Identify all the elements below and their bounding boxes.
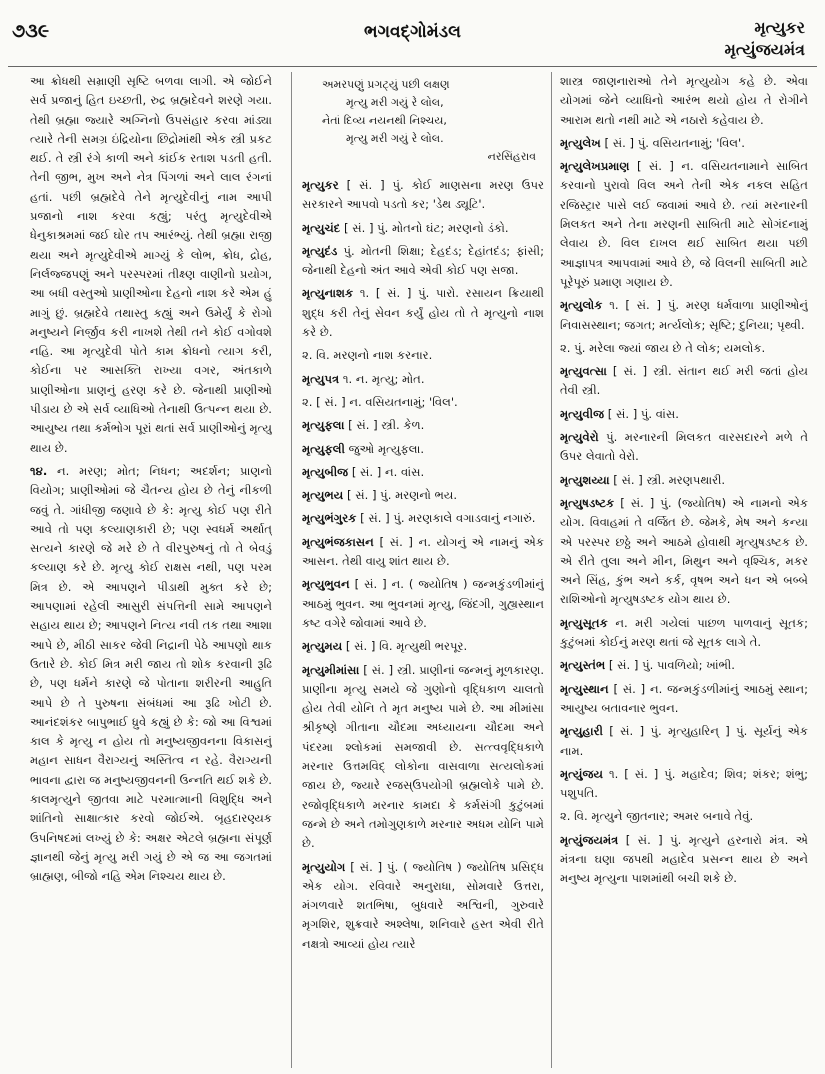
dictionary-entry	[560, 722, 808, 761]
entry-text: [ સં. ] ન. વસિયતનામાને સાબિત કરવાનો પુરાવો વિલ અને તેની એક નકલ સહિત રજિસ્ટ્રાર પાસે લઈ જવામાં આવે છે. ત્યાં મરનારની મિલકત અને તેના મરણની સાબિતી માટે સોગંદનામું લેવાય છે. વિલ દાખલ થઈ સાબિત થયા પછી આજ્ઞાપત્ર આપવામાં આવે છે, જે વિલની સાબિતી માટે પૂરેપૂરું પ્રમાણ ગણાય છે.	[560, 159, 808, 289]
dictionary-entry	[560, 831, 808, 889]
headword: મૃત્યુનાશક	[302, 286, 354, 301]
headword: મૃત્યુફલા	[302, 418, 345, 433]
dictionary-entry	[30, 462, 272, 887]
dictionary-entry	[560, 765, 808, 804]
dictionary-entry	[302, 219, 544, 238]
entry-text: ૧. ન. મૃત્યુ; મોત.	[342, 371, 425, 386]
book-title: ભગવદ્ગોમંડલ	[364, 22, 461, 42]
entry-text: [ સં. ] પું. મોતનો ઘંટ; મરણનો ડંકો.	[343, 220, 509, 235]
dictionary-entry	[302, 509, 544, 528]
dictionary-entry	[302, 575, 544, 633]
headword: મૃત્યુસ્થાન	[560, 681, 609, 696]
column-divider	[291, 72, 292, 1068]
dictionary-entry	[560, 405, 808, 424]
headword: મૃત્યુભંજકાસન	[302, 534, 374, 549]
poem-line: મૃત્યુ મરી ગયું રે લોલ.	[346, 132, 444, 145]
entry-text: પું. મરનારની મિલકત વારસદારને મળે તે ઉપર લેવાતો વેરો.	[560, 430, 808, 464]
dictionary-entry	[560, 494, 808, 610]
sense-number: ૧૪.	[30, 463, 48, 478]
dictionary-entry	[560, 296, 808, 335]
entry-text: [ સં. ] ન. વાંસ.	[351, 464, 425, 479]
entry-text: [ સં. ] સ્ત્રી. પ્રાણીનાં જન્મનું મૂળકારણ. પ્રાણીના મૃત્યુ સમયે જે ગુણોનો વૃદ્ધિકાળ ચાલતો હોય તેવી યોનિ તે મૃત મનુષ્ય પામે છે. આ મીમાંસા શ્રીકૃષ્ણે ગીતાના ચૌદમા અધ્યાયના ચૌદમા અને પંદરમા શ્લોકમાં સમજાવી છે. સત્ત્વવૃદ્ધિકાળે મરનાર ઉત્તમવિદ્ લોકોના વાસવાળા સત્યલોકમાં જાય છે, જ્યારે રજસ્ઉપયોગી બ્રહ્મલોકે પામે છે. રજોવૃદ્ધિકાળે મરનાર કામદા કે કર્મસંગી કુટુંબમાં જન્મે છે અને તમોગુણકાળે મરનાર અધમ યોનિ પામે છે.	[302, 662, 544, 851]
entry-text: [ સં. ] પું. પાવળિયો; ખાંભી.	[608, 658, 735, 673]
guide-word-first: મૃત્યુકર	[754, 18, 805, 37]
entry-text: [ સં. ] પું. મૃત્યુને હરનારો મંત્ર. એ મંત્રના ઘણા જપથી મહાદેવ પ્રસન્ન થાય છે અને મનુષ્ય મૃત્યુના પાશમાંથી બચી શકે છે.	[560, 832, 808, 886]
entry-text: [ સં. ] ન. જન્મકુંડળીમાંનું આઠમું સ્થાન; આયુષ્ય બતાવનાર ભુવન.	[560, 681, 808, 715]
dictionary-entry	[302, 242, 544, 281]
dictionary-entry	[302, 284, 544, 342]
entry-text: શાસ્ત્ર જાણનારાઓ તેને મૃત્યુયોગ કહે છે. એવા યોગમાં જેને વ્યાધિનો આરંભ થયો હોય તે રોગીને આરામ થતો નથી માટે એ નઠારો કહેવાય છે.	[560, 74, 808, 127]
entry-text: ન. મરી ગયેલાં પાછળ પાળવાનું સૂતક; કુટુંબમાં કોઈનું મરણ થતાં જે સૂતક લાગે તે.	[560, 615, 808, 650]
headword: મૃત્યુવીજ	[560, 406, 605, 421]
entry-text: [ સં. ] પું. મરણનો ભય.	[347, 488, 458, 503]
headword: મૃત્યુલેખ	[560, 135, 601, 150]
headword: મૃત્યુદંડ	[302, 243, 338, 258]
entry-text: પું. મોતની શિક્ષા; દેહદંડ; દેહાંતદંડ; ફાંસી; જેનાથી દેહનો અંત આવે એવી કોઈ પણ સજા.	[302, 243, 544, 278]
dictionary-entry	[302, 440, 544, 459]
headword: મૃત્યુવેરો	[560, 430, 599, 445]
headword: મૃત્યુલેખપ્રમાણ	[560, 159, 630, 174]
headword: મૃત્યુસ્તંભ	[560, 658, 606, 673]
entry-text: ૧. [ સં. ] પું. મહાદેવ; શિવ; શંકર; શંભુ; પશુપતિ.	[560, 766, 808, 801]
headword: મૃત્યુફલી	[302, 441, 345, 456]
dictionary-entry	[560, 428, 808, 467]
headword: મૃત્યુકર	[302, 178, 339, 192]
dictionary-entry	[302, 416, 544, 435]
headword: મૃત્યુયોગ	[302, 859, 346, 874]
dictionary-entry	[302, 637, 544, 656]
entry-text: [ સં. ] સ્ત્રી. મરણપથારી.	[613, 472, 726, 487]
dictionary-entry	[560, 157, 808, 292]
entry-text: [ સં. ] સ્ત્રી. સંતાન થઈ મરી જતાં હોય તેવી સ્ત્રી.	[560, 364, 808, 398]
entry-text: [ સં. ] પું. ( જ્યોતિષ ) જ્યોતિષ પ્રસિદ્ધ એક યોગ. રવિવારે અનુરાધા, સોમવારે ઉત્તરા, મંગળવારે શતભિષા, બુધવારે અશ્વિની, ગુરુવારે મૃગશિર, શુક્રવારે અશ્લેષા, શનિવારે હસ્ત એવી રીતે નક્ષત્રો આવ્યાં હોય ત્યારે	[302, 859, 544, 951]
entry-text: આ ક્રોધથી સમ્રાણી સૃષ્ટિ બળવા લાગી. એ જોઈને સર્વ પ્રજાનું હિત ઇચ્છતી, રુદ્ર બ્રહ્મદેવને શરણે ગયા. તેથી બ્રહ્મા જ્યારે અગ્નિનો ઉપસંહાર કરવા માંડ્યા ત્યારે તેની સમગ્ર ઇંદ્રિયોના છિદ્રોમાંથી એક સ્ત્રી પ્રકટ થઈ. તે સ્ત્રી રંગે કાળી અને કાંઈક રતાશ પડતી હતી. તેની જીભ, મુખ અને નેત્ર પિંગળાં અને લાલ રંગનાં હતાં. પછી બ્રહ્મદેવે તેને મૃત્યુદેવીનું નામ આપી પ્રજાનો નાશ કરવા કહ્યું; પરંતુ મૃત્યુદેવીએ ધેનુકાશ્રમમાં જઈ ઘોર તપ આરંભ્યું. તેથી બ્રહ્મા રાજી થયા અને મૃત્યુદેવીએ માગ્યું કે લોભ, ક્રોધ, દ્રોહ, નિર્લજ્જપણું અને પરસ્પરમાં તીક્ષ્ણ વાણીનો પ્રયોગ, આ બધી વસ્તુઓ પ્રાણીઓના દેહનો નાશ કરે એમ હું માગું છું. બ્રહ્મદેવે તથાસ્તુ કહ્યું અને ઉમેર્યું કે રોગો મનુષ્યને નિર્જીવ કરી નાખશે તેથી તને કોઈ વગોવશે નહિ. આ મૃત્યુદેવી પોતે કામ ક્રોધનો ત્યાગ કરી, કોઈના પર આસક્તિ રાખ્યા વગર, અંતકાળે પ્રાણીઓના પ્રાણનું હરણ કરે છે. જેનાથી પ્રાણીઓ પીડાય છે એ સર્વ વ્યાધિઓ તેનાથી ઉત્પન્ન થયા છે. આયુષ્ય તથા કર્મભોગ પૂરાં થતાં સર્વ પ્રાણીઓનું મૃત્યુ થાય છે.	[30, 74, 272, 455]
headword: મૃત્યુમીમાંસા	[302, 662, 360, 677]
dictionary-entry	[560, 134, 808, 153]
headword: મૃત્યુંજય	[560, 766, 603, 781]
entry-text: [ સં. ] પું. કોઈ માણસના મરણ ઉપર સરકારને આપવો પડતો કર; 'ડેથ ડ્યૂટિ'.	[302, 178, 544, 212]
dictionary-entry	[302, 533, 544, 572]
entry-text: [ સં. ] પું. મૃત્યુહારિન્ ] પું. સૂર્યનું એક નામ.	[560, 724, 808, 758]
guide-word-last: મૃત્યુંજયમંત્ર	[724, 40, 805, 59]
poet-attribution: નરસિંહરાવ	[487, 150, 536, 163]
entry-text: [ સં. ] પું. વાંસ.	[607, 406, 679, 421]
column-left	[30, 72, 272, 1070]
dictionary-entry	[302, 370, 544, 389]
dictionary-entry	[560, 471, 808, 490]
dictionary-entry	[302, 463, 544, 482]
dictionary-entry	[560, 614, 808, 653]
headword: મૃત્યુબીજ	[302, 464, 349, 479]
entry-text: [ સં. ] સ્ત્રી. કેળ.	[348, 418, 425, 433]
entry-sense: ૨. પું. મરેલા જ્યાં જાય છે તે લોક; યમલોક.	[560, 340, 766, 355]
entry-sense: ૨. [ સં. ] ન. વસિયતનામું; 'વિલ'.	[302, 394, 458, 409]
headword: મૃત્યુમય	[302, 639, 343, 654]
headword: મૃત્યુપત્ર	[302, 371, 340, 386]
headword: મૃત્યુભય	[302, 488, 344, 503]
headword: મૃત્યુવત્સા	[560, 364, 607, 379]
dictionary-entry	[560, 680, 808, 719]
column-divider	[551, 72, 552, 1068]
entry-text: [ સં. ] પું. મરણકાલે વગાડવાનું નગારું.	[360, 511, 536, 526]
poem-line: નેતાં દિવ્ય નયનથી નિશ્ચય,	[322, 114, 447, 127]
dictionary-entry	[560, 362, 808, 401]
entry-text: [ સં. ] વિ. મૃત્યુથી ભરપૂર.	[345, 639, 468, 654]
headword: મૃત્યુશય્યા	[560, 472, 610, 487]
entry-text: જુઓ મૃત્યુફલા.	[348, 441, 425, 456]
page-number: ૭૩૯	[12, 20, 50, 42]
headword: મૃત્યુહારી	[560, 724, 603, 739]
dictionary-entry	[560, 656, 808, 675]
entry-text: ૧. [ સં. ] પું. મરણ ધર્મવાળા પ્રાણીઓનું નિવાસસ્થાન; જગત; મર્ત્યલોક; સૃષ્ટિ; દુનિયા; પૃથ્વી.	[560, 298, 808, 332]
dictionary-entry	[302, 486, 544, 505]
dictionary-entry	[302, 858, 544, 954]
header-rule	[8, 66, 817, 67]
dictionary-entry	[302, 176, 544, 215]
entry-sense: ૨. વિ. મૃત્યુને જીતનાર; અમર બનાવે તેવું.	[560, 809, 754, 824]
headword: મૃત્યુભુવન	[302, 577, 350, 592]
entry-text: [ સં. ] પું. વસિયતનામું; 'વિલ'.	[604, 135, 745, 150]
column-right	[560, 72, 808, 1070]
page-header	[0, 0, 825, 62]
entry-text: ન. મરણ; મોત; નિધન; અદર્શન; પ્રાણનો વિયોગ; પ્રાણીઓમાં જે ચૈતન્ય હોય છે તેનું નીકળી જવું તે. ગાંધીજી જણાવે છે કે: મૃત્યુ કોઈ પણ રીતે આવે તો પણ કલ્યાણકારી છે; પણ સ્વધર્મ અર્થાત્ સત્યને કારણે જે મરે છે તે વીરપુરુષનું તો તે બેવડું કલ્યાણ કરે છે. મૃત્યુ કોઈ રાક્ષસ નથી, પણ પરમ મિત્ર છે. એ આપણને પીડાથી મુક્ત કરે છે; આપણામાં રહેલી આસુરી સંપત્તિની સામે આપણને સહાય થાય છે; આપણને નિત્ય નવી તક તથા આશા આપે છે, મીઠી સાકર જેવી નિદ્રાની પેઠે આપણો થાક ઉતારે છે. કોઈ મિત્ર મરી જાય તો શોક કરવાની રૂઢિ છે, પણ ધર્મને કારણે જે પોતાના શરીરની આહુતિ આપે છે તે પુરુષના સંબંધમાં આ રૂઢિ ખોટી છે. આનંદશંકર બાપુભાઈ ધ્રુવે કહ્યું છે કે: જો આ વિશ્વમાં કાલ કે મૃત્યુ ન હોય તો મનુષ્યજીવનના વિકાસનું મહાન સાધન વૈરાગ્યનું અસ્તિત્વ ન રહે. વૈરાગ્યની ભાવના દ્વારા જ મનુષ્યજીવનની ઉન્નતિ થઈ શકે છે. કાલમૃત્યુને જીતવા માટે પરમાત્માની વિશુદ્ધિ અને શાંતિનો સાક્ષાત્કાર કરવો જોઈએ. બૃહદારણ્યક ઉપનિષદમાં લખ્યું છે કે: અક્ષર એટલે બ્રહ્મના સંપૂર્ણ જ્ઞાનથી જેનું મૃત્યુ મરી ગયું છે એ જ આ જગતમાં બ્રાહ્મણ, બીજો નહિ એમ નિશ્ચય થાય છે.	[30, 463, 272, 884]
headword: મૃત્યુસૂતક	[560, 615, 608, 630]
headword: મૃત્યુંજયમંત્ર	[560, 832, 619, 847]
entry-text: ૧. [ સં. ] પું. પારો. રસાયન ક્રિયાથી શુદ્ધ કરી તેનું સેવન કર્યું હોય તો તે મૃત્યુનો નાશ કરે છે.	[302, 286, 544, 340]
headword: મૃત્યુચંદ	[302, 220, 341, 235]
entry-text: [ સં. ] પું. (જ્યોતિષ) એ નામનો એક યોગ. વિવાહમાં તે વર્જિત છે. જેમકે, મેષ અને કન્યા એ પરસ્પર છઠ્ઠે અને આઠમે હોવાથી મૃત્યુષડષ્ટક છે. એ રીતે તુલા અને મીન, મિથુન અને વૃશ્ચિક, મકર અને સિંહ, કુંભ અને કર્ક, વૃષભ અને ધન એ બબ્બે રાશિઓનો મૃત્યુષડષ્ટક યોગ થાય છે.	[560, 495, 808, 607]
poem-line: અમરપણું પ્રગટ્યું પછી લક્ષણ	[322, 78, 450, 91]
headword: મૃત્યુભંગુરક	[302, 511, 357, 526]
poem-line: મૃત્યુ મરી ગયું રે લોલ,	[346, 96, 444, 109]
dictionary-entry	[302, 661, 544, 854]
column-middle	[302, 72, 544, 1070]
entry-text: [ સં. ] ન. યોગનું એ નામનું એક આસન. તેથી વાયુ શાંત થાય છે.	[302, 534, 544, 569]
quoted-poem	[308, 76, 544, 166]
headword: મૃત્યુલોક	[560, 298, 603, 313]
entry-text: [ સં. ] ન. ( જ્યોતિષ ) જન્મકુંડળીમાંનું આઠમું ભુવન. આ ભુવનમાં મૃત્યુ, જિંદગી, ગુહ્યસ્થાન કષ્ટ વગેરે જોવામાં આવે છે.	[302, 577, 544, 630]
entry-sense: ૨. વિ. મરણનો નાશ કરનાર.	[302, 348, 433, 363]
headword: મૃત્યુષડષ્ટક	[560, 495, 615, 510]
